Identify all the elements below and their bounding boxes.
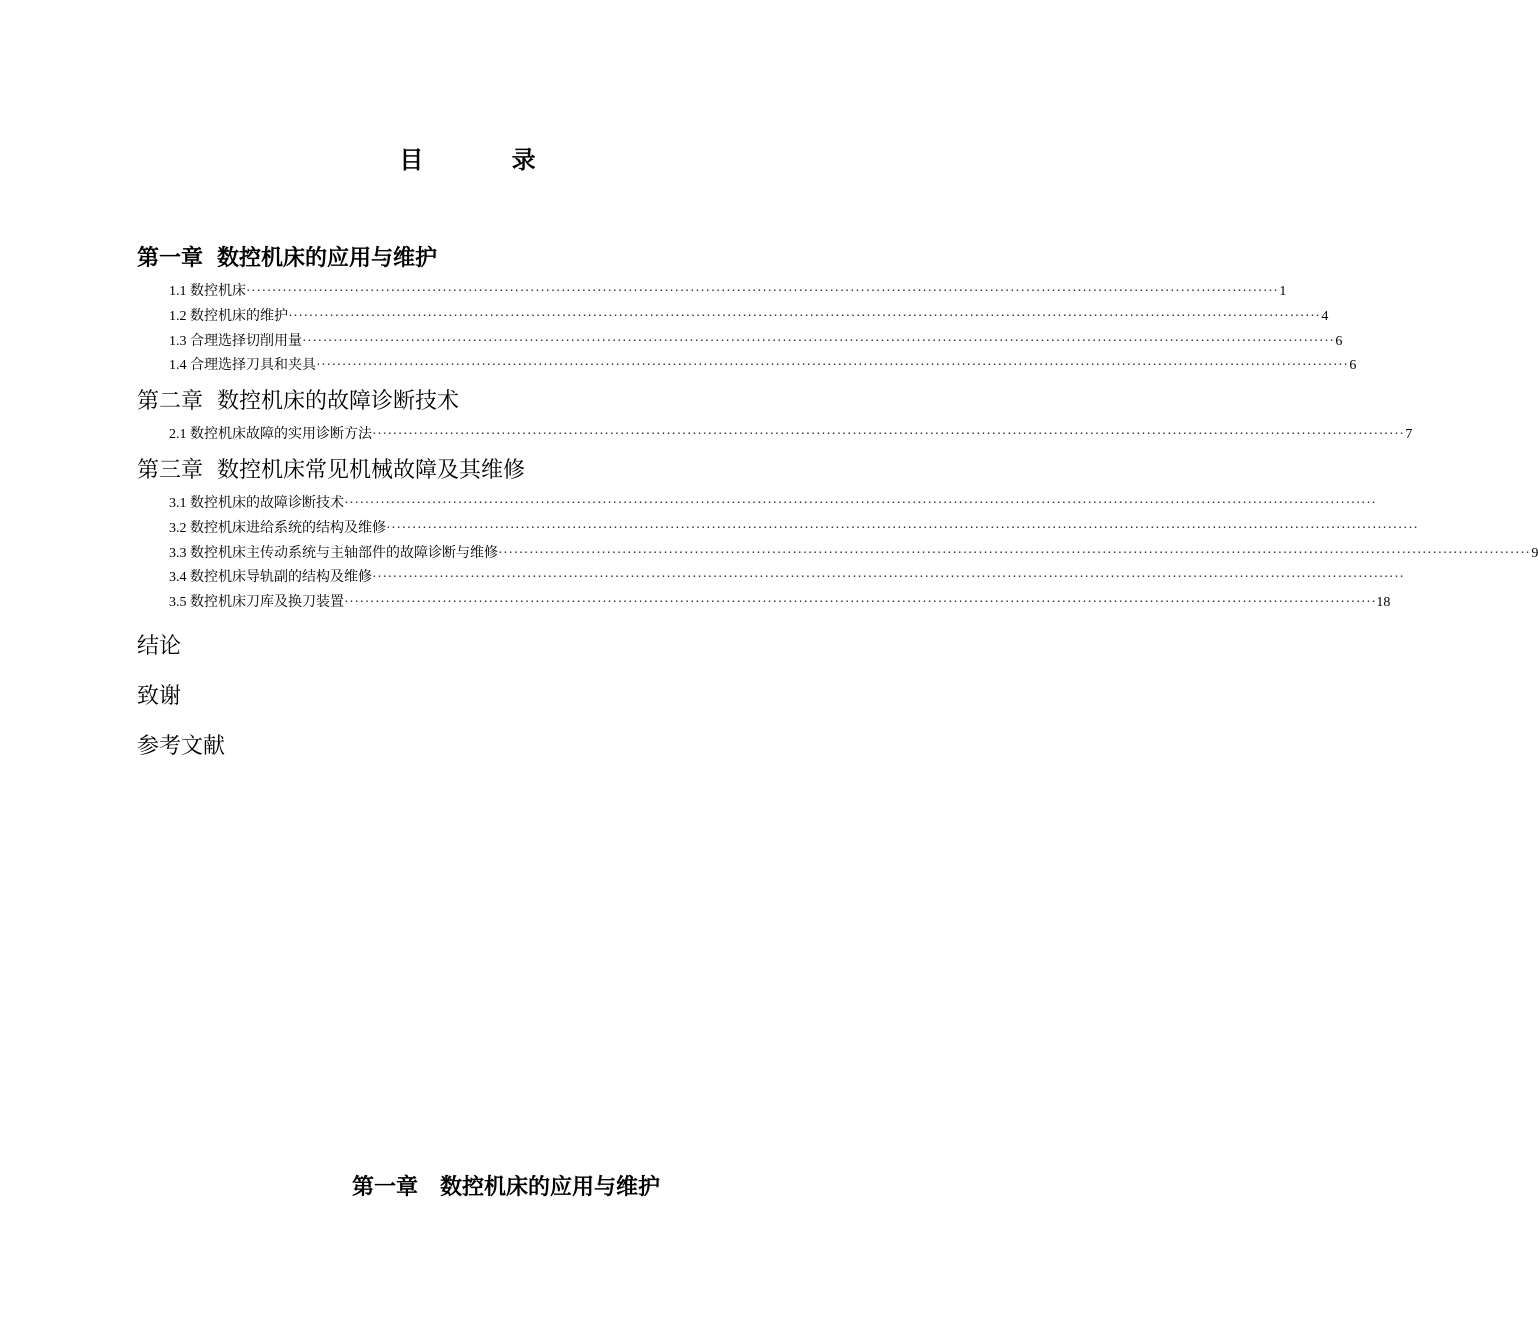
- toc-chapter-3-heading[interactable]: [137, 454, 817, 488]
- dot-leader: ········································································································································································································: [316, 358, 1349, 374]
- dot-leader: ········································································································································································································: [344, 495, 1377, 511]
- toc-entry[interactable]: [137, 591, 1391, 616]
- toc-references[interactable]: 参考文献: [137, 733, 226, 759]
- toc-entry-label: 1.1 数控机床: [169, 284, 246, 299]
- toc-entry[interactable]: [137, 517, 1419, 542]
- chapter-number: 第二章: [137, 389, 204, 415]
- toc-chapter-2-heading[interactable]: [137, 385, 817, 419]
- toc-entry-page: 6: [1349, 358, 1357, 374]
- toc-chapter-1-entries: [137, 280, 1357, 379]
- toc-entry-label: 3.5 数控机床刀库及换刀装置: [169, 595, 344, 611]
- toc-entry-label: 3.1 数控机床的故障诊断技术: [169, 495, 344, 511]
- toc-entry[interactable]: [137, 542, 1538, 567]
- chapter-number: 第一章: [137, 246, 204, 271]
- dot-leader: ········································································································································································································: [246, 284, 1279, 299]
- toc-entry-page: 4: [1321, 308, 1329, 324]
- toc-entry-page: 1: [1279, 284, 1287, 299]
- toc-entry-label: 3.2 数控机床进给系统的结构及维修: [169, 520, 386, 536]
- toc-entry[interactable]: [137, 330, 1343, 355]
- toc-entry[interactable]: [137, 354, 1357, 379]
- toc-entry-label: 1.3 合理选择切削用量: [169, 333, 302, 349]
- toc-entry-page: 6: [1335, 333, 1343, 349]
- dot-leader: ········································································································································································································: [372, 427, 1405, 443]
- toc-entry-page: 7: [1405, 427, 1413, 443]
- toc-entry-page: 9: [1531, 545, 1538, 561]
- dot-leader: ········································································································································································································: [288, 308, 1321, 324]
- toc-entry[interactable]: [137, 492, 1377, 517]
- dot-leader: ········································································································································································································: [344, 595, 1377, 611]
- dot-leader: ········································································································································································································: [498, 545, 1531, 561]
- toc-conclusion[interactable]: 结论: [137, 633, 182, 659]
- dot-leader: ········································································································································································································: [302, 333, 1335, 349]
- toc-entry-label: 2.1 数控机床故障的实用诊断方法: [169, 427, 372, 443]
- toc-entry[interactable]: [137, 305, 1329, 330]
- toc-chapter-2-entries: [137, 423, 1413, 448]
- toc-entry-label: 1.2 数控机床的维护: [169, 308, 288, 324]
- toc-entry[interactable]: [137, 280, 1287, 305]
- chapter-title: 数控机床常见机械故障及其维修: [217, 457, 526, 483]
- chapter-title: 数控机床的故障诊断技术: [217, 389, 460, 415]
- toc-entry-page: 18: [1376, 595, 1391, 611]
- toc-entry[interactable]: [137, 566, 1405, 591]
- chapter-number: 第三章: [137, 457, 204, 483]
- table-of-contents: [137, 238, 1538, 772]
- toc-entry-label: 1.4 合理选择刀具和夹具: [169, 358, 316, 374]
- dot-leader: ········································································································································································································: [372, 570, 1405, 586]
- toc-acknowledgements[interactable]: 致谢: [137, 683, 182, 709]
- toc-entry[interactable]: [137, 423, 1413, 448]
- toc-entry-label: 3.4 数控机床导轨副的结构及维修: [169, 570, 372, 586]
- toc-entry-label: 3.3 数控机床主传动系统与主轴部件的故障诊断与维修: [169, 545, 498, 561]
- toc-chapter-1-heading[interactable]: [137, 242, 817, 276]
- toc-chapter-3-entries: [137, 492, 1538, 616]
- toc-title: 目 录: [399, 146, 576, 174]
- dot-leader: ········································································································································································································: [386, 520, 1419, 536]
- body-chapter-heading: 第一章 数控机床的应用与维护: [351, 1175, 660, 1200]
- chapter-title: 数控机床的应用与维护: [217, 246, 438, 271]
